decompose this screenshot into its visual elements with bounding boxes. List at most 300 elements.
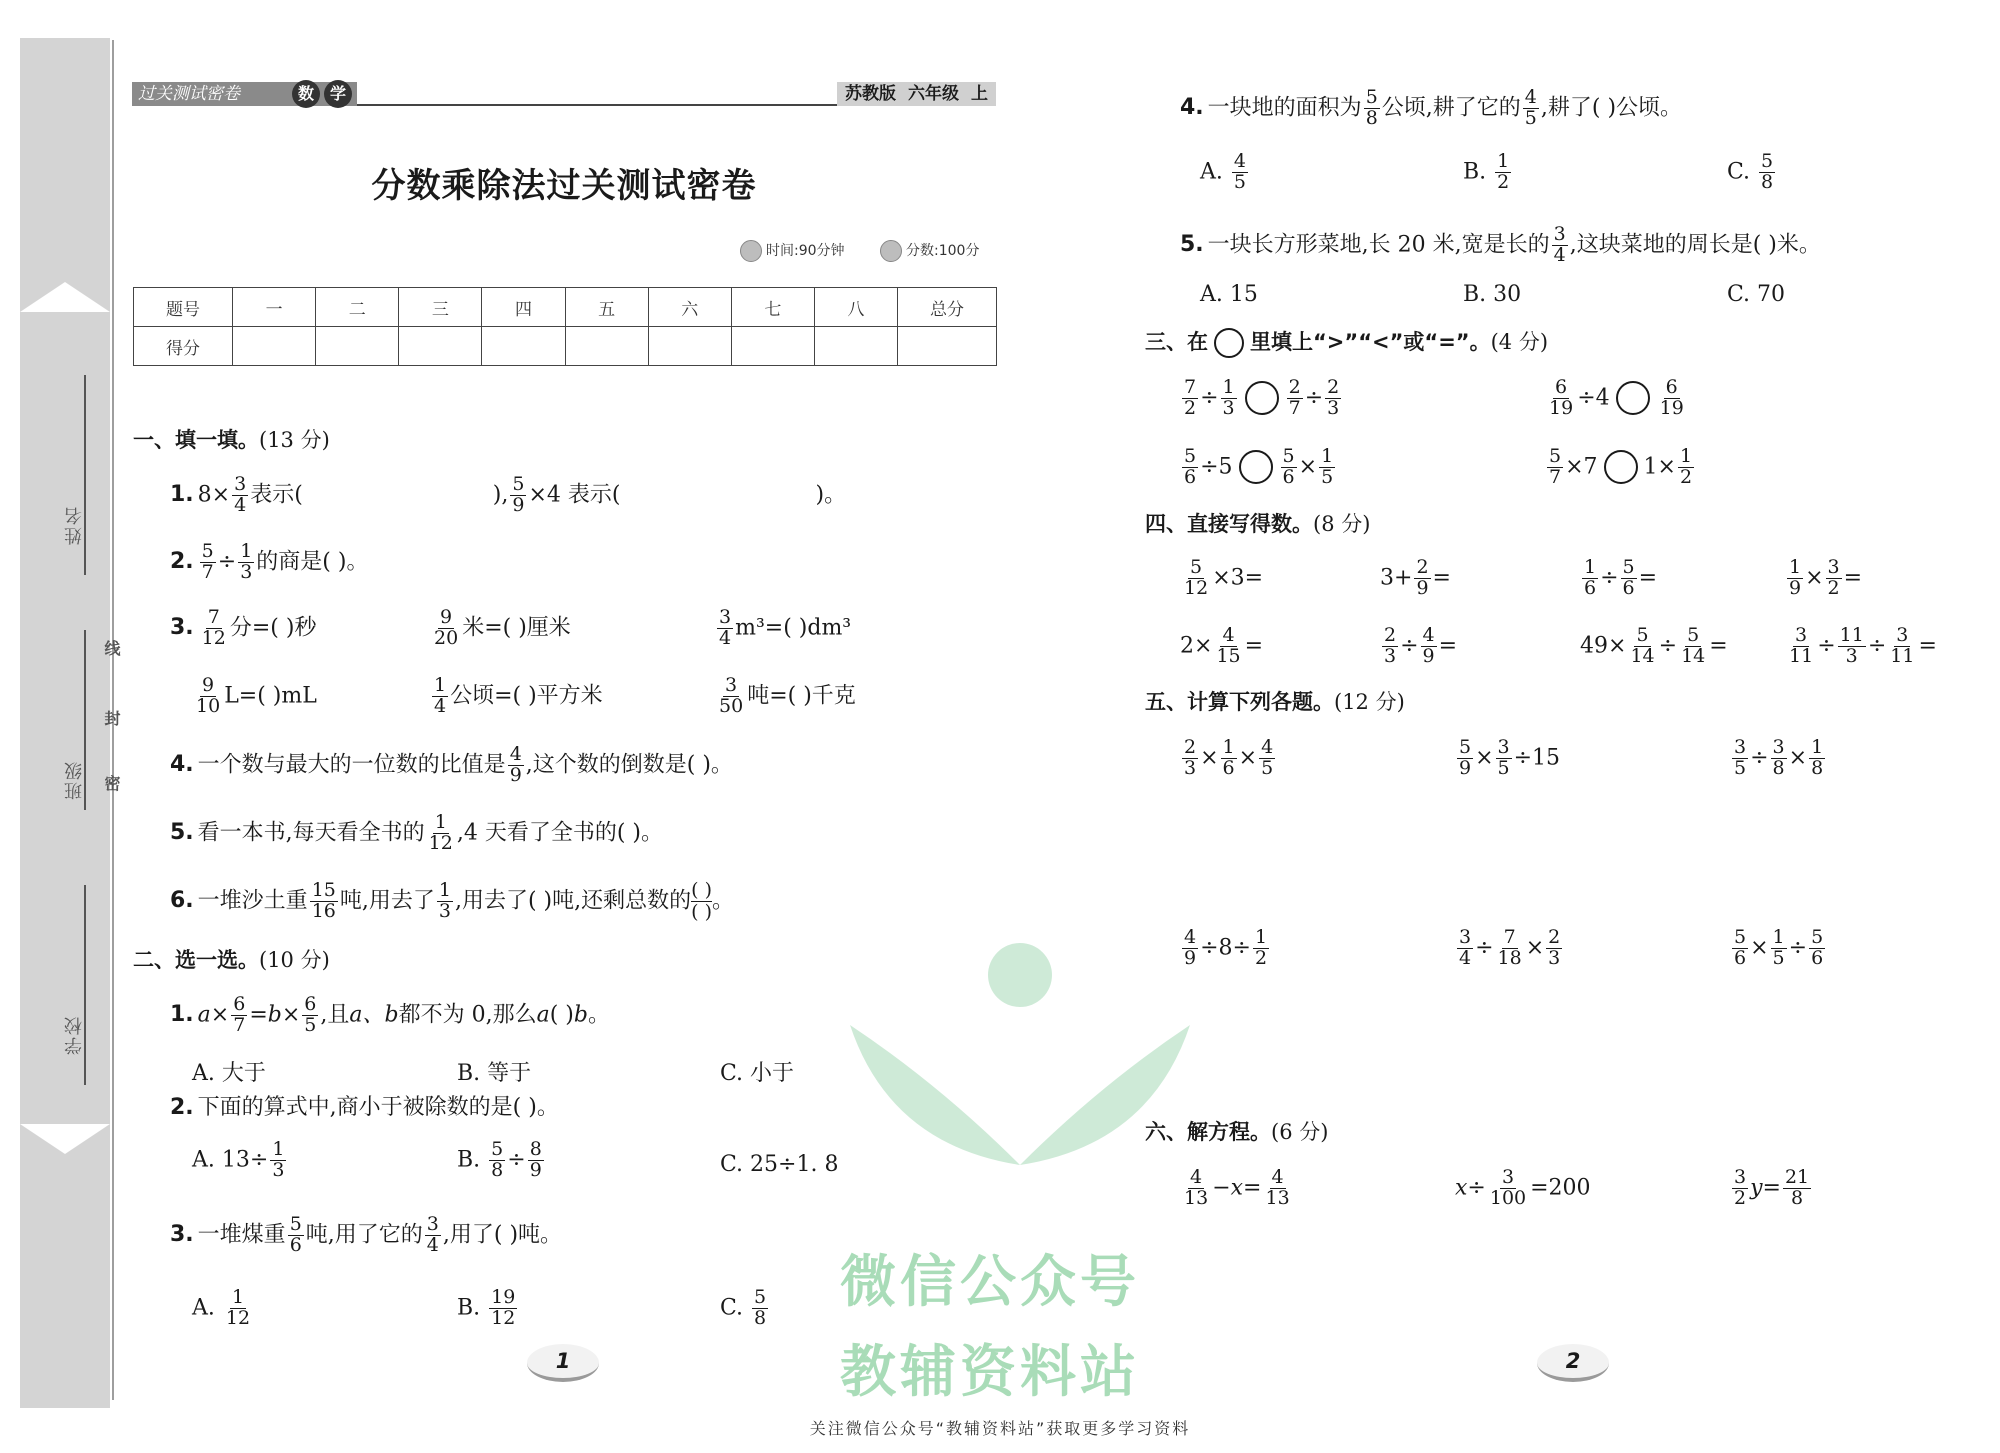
option-label: B.: [457, 1147, 481, 1173]
numerator: 15: [311, 878, 336, 901]
fraction: [1678, 447, 1694, 488]
numerator: 5: [1282, 445, 1295, 467]
fraction: [1457, 738, 1473, 779]
expr-text: ,这块菜地的周长是( )米。: [1569, 232, 1821, 258]
fraction: [1787, 626, 1815, 667]
section-points: (10 分): [259, 948, 330, 972]
numerator: 7: [1184, 376, 1197, 398]
fraction: [200, 542, 216, 583]
denominator: 4: [434, 694, 447, 717]
denominator: 3: [1384, 644, 1397, 667]
section-3-heading: [1145, 326, 1548, 358]
numerator: 5: [1184, 445, 1197, 467]
denominator: 18: [1497, 946, 1522, 969]
table-cell: 六: [648, 288, 731, 327]
option-2-5-a[interactable]: A. 15: [1200, 282, 1258, 307]
equation-3: [1730, 1168, 1813, 1209]
option-2-5-c[interactable]: C. 70: [1727, 282, 1786, 307]
page-title: 分数乘除法过关测试密卷: [371, 166, 757, 206]
operator: ÷: [1200, 385, 1219, 411]
denominator: 9: [1416, 576, 1429, 599]
expr-text: =: [1432, 565, 1451, 591]
fraction: [489, 1140, 505, 1181]
numerator: 5: [512, 473, 525, 495]
question-number: 4.: [170, 752, 194, 778]
denominator: 4: [719, 626, 732, 649]
numerator: 1: [434, 674, 447, 696]
compare-answer-circle[interactable]: [1616, 381, 1650, 415]
numerator: 5: [289, 1213, 302, 1235]
denominator: 4: [1553, 243, 1566, 266]
numerator: 3: [1553, 223, 1566, 245]
option-label: B.: [1463, 159, 1487, 185]
fraction: [1319, 447, 1335, 488]
expr-text: m³=( )dm³: [735, 615, 852, 641]
fraction: [1628, 626, 1656, 667]
option-label: B.: [457, 1295, 481, 1321]
expr-text: 49×: [1580, 633, 1627, 659]
header-bar: [132, 82, 996, 106]
expr-text: 吨,用去了: [339, 888, 435, 914]
score-input-cell[interactable]: [731, 327, 814, 366]
numerator: 4: [1422, 624, 1435, 646]
option-2-3-c[interactable]: [720, 1288, 770, 1329]
numerator: 3: [1497, 736, 1510, 758]
expr-text: 3+: [1380, 565, 1413, 591]
table-cell: 二: [316, 288, 399, 327]
score-input-cell[interactable]: [233, 327, 316, 366]
expr-text: )。: [815, 482, 847, 508]
operator: ×: [1750, 935, 1769, 961]
denominator: 13: [1184, 1186, 1209, 1209]
denominator: 6: [289, 1233, 302, 1256]
fraction: [194, 676, 222, 717]
question-number: 2.: [170, 549, 194, 575]
numerator: 4: [1184, 926, 1197, 948]
denominator: 6: [1222, 756, 1235, 779]
name-field-label: 姓名: [64, 505, 85, 545]
expr-text: ),: [492, 482, 509, 508]
section-2-heading: [133, 944, 330, 974]
question-2-5: [1180, 225, 1821, 266]
option-2-4-c[interactable]: [1727, 152, 1777, 193]
option-label: A. 13÷: [192, 1147, 269, 1173]
operator: ×: [281, 1002, 301, 1028]
equation-2: [1455, 1168, 1591, 1209]
denominator: 5: [1772, 946, 1785, 969]
fraction: [1547, 447, 1563, 488]
numerator: 3: [1896, 624, 1909, 646]
calc-4-7: [1580, 626, 1728, 667]
fraction: [1888, 626, 1916, 667]
fraction: [1496, 928, 1524, 969]
numerator: 4: [1261, 736, 1274, 758]
score-table-score-row: [134, 327, 997, 366]
denominator: 8: [754, 1306, 767, 1329]
section-5-heading: [1145, 686, 1405, 716]
expr-text: ,用了( )吨。: [442, 1222, 563, 1248]
operator: ÷: [1658, 633, 1678, 659]
numerator: 1: [438, 878, 451, 901]
calc-4-8: [1785, 626, 1937, 667]
page-number-right: 2: [1537, 1344, 1609, 1382]
operator: ÷: [1788, 935, 1808, 961]
fraction: [425, 1215, 441, 1256]
numerator: 7: [207, 606, 220, 628]
option-2-2-c[interactable]: C. 25÷1. 8: [720, 1152, 839, 1177]
calc-5-3: [1730, 738, 1827, 779]
fraction: [302, 995, 318, 1036]
fraction: [1771, 738, 1787, 779]
operator: ÷: [1600, 565, 1619, 591]
expr-text: 8×: [197, 482, 231, 508]
numerator: 6: [1555, 376, 1568, 398]
operator: ÷: [1867, 633, 1887, 659]
score-input-cell[interactable]: [565, 327, 648, 366]
expr-text: 米=( )厘米: [462, 615, 571, 641]
denominator: 3: [240, 560, 253, 583]
numerator: 5: [491, 1138, 504, 1160]
operator: ÷: [507, 1147, 526, 1173]
table-cell: 五: [565, 288, 648, 327]
score-info: [880, 240, 979, 262]
operator: ÷: [1304, 385, 1324, 411]
expr-text: 。: [712, 888, 735, 914]
fraction: [1495, 152, 1511, 193]
denominator: 5: [1524, 106, 1537, 129]
score-input-cell[interactable]: [814, 327, 897, 366]
expr-text: 一堆煤重: [197, 1222, 286, 1248]
option-label: C.: [720, 1295, 744, 1321]
operator: ×: [1788, 745, 1808, 771]
question-1-6: [170, 880, 734, 923]
option-2-1-c[interactable]: C. 小于: [720, 1061, 795, 1086]
denominator: 3: [1845, 644, 1858, 667]
fraction: [1287, 378, 1303, 419]
fraction: [238, 542, 254, 583]
option-label: A.: [192, 1295, 215, 1321]
numerator: 7: [1503, 926, 1516, 948]
option-2-5-b[interactable]: B. 30: [1463, 282, 1522, 307]
denominator: 10: [196, 694, 221, 717]
fraction: [489, 1288, 517, 1329]
numerator: 1: [434, 811, 447, 833]
denominator: 5: [1497, 756, 1510, 779]
numerator: 4: [1524, 86, 1537, 108]
denominator: 15: [1216, 644, 1241, 667]
denominator: 2: [1497, 170, 1510, 193]
section-points: (13 分): [259, 428, 330, 452]
option-2-3-a[interactable]: [192, 1288, 254, 1329]
fraction: [432, 676, 448, 717]
score-input-cell[interactable]: [399, 327, 482, 366]
denominator: 6: [1811, 946, 1824, 969]
score-input-cell[interactable]: [316, 327, 399, 366]
denominator: 3: [1327, 396, 1340, 419]
option-2-3-b[interactable]: [457, 1288, 519, 1329]
score-input-cell[interactable]: [648, 327, 731, 366]
expr-text: 看一本书,每天看全书的: [197, 820, 425, 846]
option-2-2-a[interactable]: [192, 1140, 288, 1181]
option-label: C.: [1727, 159, 1751, 185]
denominator: 5: [1321, 465, 1334, 488]
expr-text: 一个数与最大的一位数的比值是: [197, 752, 506, 778]
operator: ×: [1525, 935, 1545, 961]
numerator: 1: [1789, 556, 1802, 578]
question-1-3-d: [192, 676, 317, 717]
calc-5-1: [1180, 738, 1277, 779]
denominator: 9: [1422, 644, 1435, 667]
denominator: 19: [1549, 396, 1574, 419]
table-cell: 题号: [134, 288, 233, 327]
expr-text: ÷4: [1577, 385, 1610, 411]
expr-text: 2×: [1180, 633, 1213, 659]
binding-strip: [20, 38, 110, 1408]
numerator: 3: [1795, 624, 1808, 646]
answer-blank[interactable]: ( ): [549, 1002, 574, 1028]
question-1-5: [170, 813, 663, 854]
fraction: [1826, 558, 1842, 599]
variable: b: [267, 1002, 282, 1028]
fraction: [1182, 738, 1198, 779]
section-points: (6 分): [1271, 1120, 1329, 1144]
seal-char-secret: 密: [102, 775, 121, 791]
expr-text: 1×: [1643, 454, 1676, 480]
denominator: 7: [1288, 396, 1301, 419]
denominator: 13: [1265, 1186, 1290, 1209]
score-input-cell[interactable]: [898, 327, 997, 366]
score-table: [133, 287, 997, 366]
fraction: [752, 1288, 768, 1329]
calc-5-6: [1730, 928, 1827, 969]
operator: ×: [1298, 454, 1318, 480]
fraction: [1658, 378, 1686, 419]
seal-char-line: 线: [102, 640, 121, 656]
numerator: 2: [1288, 376, 1301, 398]
operator: −: [1212, 1175, 1231, 1201]
calc-5-2: [1455, 738, 1560, 779]
fraction: [1263, 1168, 1291, 1209]
numerator: 4: [1271, 1166, 1284, 1188]
operator: ×: [1475, 745, 1494, 771]
operator: ÷: [1750, 745, 1769, 771]
score-text: 分数:100分: [906, 243, 980, 259]
question-number: 3.: [170, 1222, 194, 1248]
fraction: [510, 475, 526, 516]
numerator: 1: [1321, 445, 1334, 467]
option-2-1-a[interactable]: A. 大于: [192, 1061, 266, 1086]
circle-symbol-icon: [1214, 328, 1244, 358]
section-points: (4 分): [1490, 330, 1549, 354]
operator: =: [1243, 1175, 1262, 1201]
expr-text: 的商是( )。: [256, 549, 369, 575]
denominator: 2: [1184, 396, 1197, 419]
numerator: 3: [725, 674, 738, 696]
operator: ×: [1238, 745, 1258, 771]
numerator: 4: [1222, 624, 1235, 646]
operator: ×: [1200, 745, 1219, 771]
seal-char-seal: 封: [102, 710, 121, 726]
denominator: 3: [1548, 946, 1561, 969]
fraction: [224, 1288, 252, 1329]
operator: ×: [1805, 565, 1824, 591]
fraction: [1414, 558, 1430, 599]
denominator: 2: [1734, 1186, 1747, 1209]
numerator: 1: [1811, 736, 1824, 758]
school-rule: [84, 885, 86, 1085]
question-1-3-a: [170, 608, 316, 649]
watermark-logo-leaf-left: [850, 1025, 1020, 1165]
denominator: 6: [1734, 946, 1747, 969]
section-title: 四、直接写得数。: [1145, 512, 1313, 536]
option-2-2-b[interactable]: [457, 1140, 546, 1181]
denominator: 12: [1184, 576, 1209, 599]
fraction: [1809, 738, 1825, 779]
blank-fraction[interactable]: [691, 880, 712, 923]
operator: ÷: [1400, 633, 1419, 659]
question-2-3: [170, 1215, 562, 1256]
numerator: 5: [1190, 556, 1203, 578]
denominator: 7: [1549, 465, 1562, 488]
fraction: [1221, 378, 1237, 419]
time-text: 时间:90分钟: [766, 243, 845, 259]
fraction: [288, 1215, 304, 1256]
operator: =: [249, 1002, 268, 1028]
denominator: 12: [201, 626, 226, 649]
question-number: 5.: [170, 820, 194, 846]
fraction: [1547, 378, 1575, 419]
fraction: [437, 878, 453, 922]
fraction: [1783, 1168, 1811, 1209]
compare-1: [1180, 378, 1343, 419]
numerator: 21: [1784, 1166, 1810, 1188]
fraction: [1732, 738, 1748, 779]
term-label: 上: [971, 84, 988, 104]
numerator: 5: [1734, 926, 1747, 948]
fraction: [528, 1140, 544, 1181]
edition-tag: [837, 82, 996, 106]
numerator: 8: [529, 1138, 542, 1160]
expr-text: 公顷=( )平方米: [450, 683, 603, 709]
expr-text: ×7: [1565, 454, 1598, 480]
option-2-4-b[interactable]: [1463, 152, 1513, 193]
expr-text: =200: [1530, 1175, 1591, 1201]
fraction: [717, 608, 733, 649]
subject-badge-b: 学: [324, 80, 352, 108]
table-cell: 总分: [898, 288, 997, 327]
variable: a、b: [349, 1002, 399, 1028]
denominator: 9: [529, 1158, 542, 1181]
denominator: 12: [225, 1306, 251, 1329]
table-cell: 三: [399, 288, 482, 327]
numerator: 6: [233, 993, 246, 1015]
question-1-3-c: [715, 608, 851, 649]
compare-2: [1545, 378, 1688, 419]
numerator: 1: [272, 1138, 285, 1160]
numerator: 1: [1679, 445, 1693, 467]
denominator: 8: [491, 1158, 504, 1181]
operator: =: [1762, 1175, 1781, 1201]
fraction: [1182, 447, 1198, 488]
section-title: 五、计算下列各题。: [1145, 690, 1334, 714]
denominator: 4: [1459, 946, 1472, 969]
expr-text: ×3=: [1212, 565, 1264, 591]
numerator: 3: [719, 606, 732, 628]
numerator: 3: [1772, 736, 1785, 758]
calc-5-5: [1455, 928, 1564, 969]
compare-answer-circle[interactable]: [1604, 450, 1638, 484]
numerator: 4: [1233, 150, 1246, 172]
expr-text: 表示(: [250, 482, 303, 508]
table-cell: 四: [482, 288, 565, 327]
numerator: 1: [1772, 926, 1785, 948]
numerator: 9: [440, 606, 453, 628]
question-number: 5.: [1180, 232, 1204, 258]
expr-text: 一块地的面积为: [1207, 95, 1362, 121]
denominator: 3: [272, 1158, 285, 1181]
watermark-line2: 教辅资料站: [840, 1340, 1140, 1405]
denominator: 2: [1679, 465, 1693, 488]
numerator: 2: [1384, 624, 1397, 646]
expr-text: =: [1438, 633, 1458, 659]
expr-text: =: [1638, 565, 1658, 591]
compare-answer-circle[interactable]: [1239, 450, 1273, 484]
option-2-1-b[interactable]: B. 等于: [457, 1061, 532, 1086]
numerator: 4: [1190, 1166, 1203, 1188]
section-4-heading: [1145, 508, 1370, 538]
watermark-line1: 微信公众号: [840, 1250, 1140, 1315]
option-2-4-a[interactable]: [1200, 152, 1250, 193]
numerator: 4: [509, 743, 522, 765]
question-number: 2.: [170, 1095, 194, 1120]
fraction: [1582, 558, 1598, 599]
section-title-rest: 里填上“>”“<”或“=”。: [1250, 330, 1491, 354]
variable: x: [1455, 1175, 1468, 1201]
denominator: 16: [311, 899, 336, 922]
denominator: 4: [234, 493, 247, 516]
table-cell: 七: [731, 288, 814, 327]
expr-text: ,耕了( )公顷。: [1540, 95, 1683, 121]
variable: b: [573, 1002, 588, 1028]
section-title: 三、在: [1145, 330, 1208, 354]
question-number: 1.: [170, 482, 194, 508]
question-1-1: [170, 475, 846, 516]
score-input-cell[interactable]: [482, 327, 565, 366]
fraction: [1488, 1168, 1528, 1209]
denominator: 6: [1184, 465, 1197, 488]
fraction: [1552, 225, 1568, 266]
fraction: [1325, 378, 1341, 419]
compare-answer-circle[interactable]: [1245, 381, 1279, 415]
fraction: [1496, 738, 1512, 779]
operator: ÷: [1475, 935, 1494, 961]
variable: y: [1750, 1175, 1763, 1201]
expr-text: 一块长方形菜地,长 20 米,宽是长的: [1207, 232, 1550, 258]
denominator: 11: [1789, 644, 1814, 667]
watermark-logo-leaf-right: [1020, 1025, 1190, 1165]
fraction: [1182, 378, 1198, 419]
denominator: 12: [491, 1306, 516, 1329]
fraction: [1253, 928, 1269, 969]
numerator: 2: [1548, 926, 1561, 948]
question-2-4: [1180, 88, 1682, 129]
denominator: 8: [1365, 106, 1378, 129]
expr-text: 公顷,耕了它的: [1381, 95, 1521, 121]
numerator: 6: [304, 993, 317, 1015]
numerator: 5: [201, 540, 214, 562]
numerator: 3: [1734, 736, 1747, 758]
fraction: [1771, 928, 1787, 969]
